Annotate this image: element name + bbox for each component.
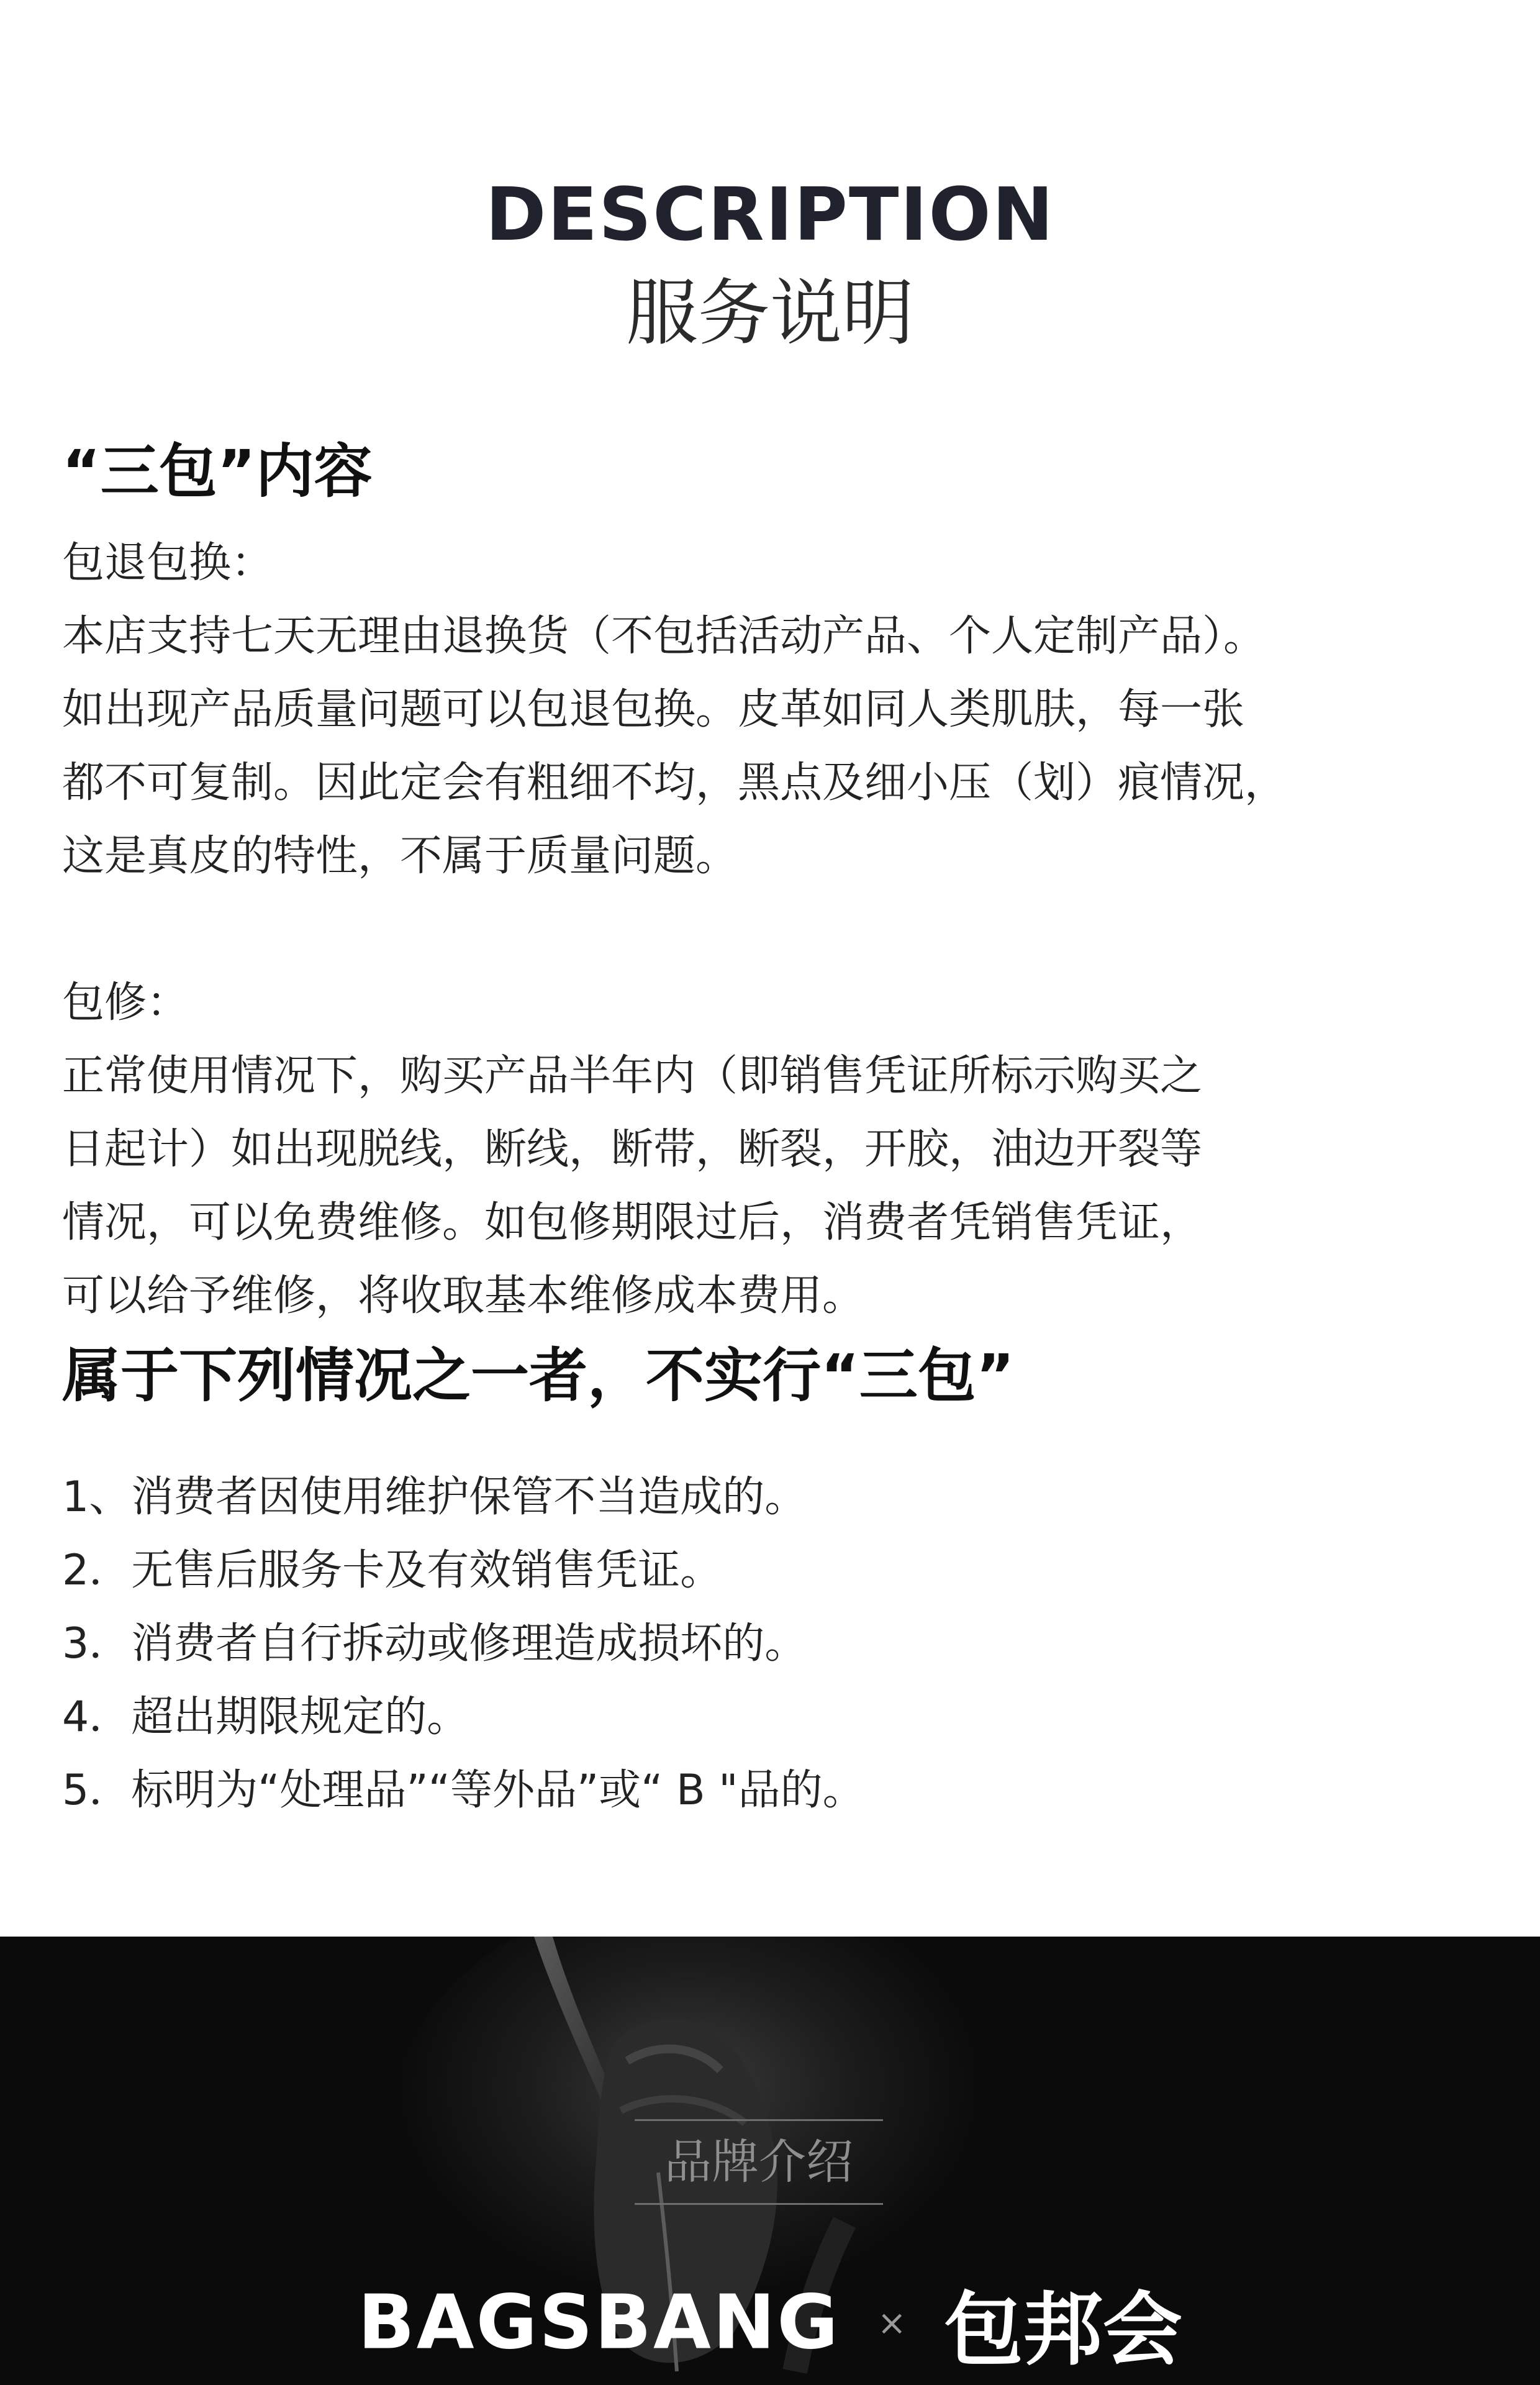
page-title-cn: 服务说明 [626,271,914,355]
repair-text [62,1040,1490,1333]
exclusions-list [62,1461,1490,1827]
repair-line: 可以给予维修，将收取基本维修成本费用。 [62,1271,865,1320]
return-exchange-line: 这是真皮的特性，不属于质量问题。 [62,832,738,881]
list-item: 5．标明为“处理品”“等外品”或“ B "品的。 [62,1766,865,1815]
spacer [62,893,1490,966]
service-content [62,429,1490,1827]
return-exchange-line: 本店支持七天无理由退换货（不包括活动产品、个人定制产品）。 [62,612,1266,661]
return-exchange-line: 都不可复制。因此定会有粗细不均，黑点及细小压（划）痕情况， [62,758,1287,807]
page-header [0,168,1540,360]
list-item: 2．无售后服务卡及有效销售凭证。 [62,1546,723,1595]
three-guarantees-heading: “三包”内容 [62,438,373,506]
brand-logo-line [0,2266,1540,2380]
list-item: 4．超出期限规定的。 [62,1692,469,1742]
repair-line: 正常使用情况下，购买产品半年内（即销售凭证所标示购买之 [62,1052,1203,1101]
brand-separator: × [877,2302,907,2343]
return-exchange-text [62,600,1490,893]
brand-banner [0,1937,1540,2385]
page-title-en: DESCRIPTION [485,171,1055,257]
return-exchange-label: 包退包换： [62,538,274,588]
return-exchange-line: 如出现产品质量问题可以包退包换。皮革如同人类肌肤，每一张 [62,685,1245,734]
brand-intro-label: 品牌介绍 [635,2119,883,2205]
brand-name-en: BAGSBANG [358,2279,840,2366]
repair-line: 日起计）如出现脱线，断线，断带，断裂，开胶，油边开裂等 [62,1125,1203,1174]
list-item: 3．消费者自行拆动或修理造成损坏的。 [62,1619,807,1668]
brand-name-cn: 包邦会 [943,2284,1182,2376]
repair-label: 包修： [62,978,189,1027]
list-item: 1、消费者因使用维护保管不当造成的。 [62,1473,807,1522]
exclusions-heading: 属于下列情况之一者，不实行“三包” [62,1342,1015,1410]
repair-line: 情况，可以免费维修。如包修期限过后，消费者凭销售凭证， [62,1198,1203,1247]
